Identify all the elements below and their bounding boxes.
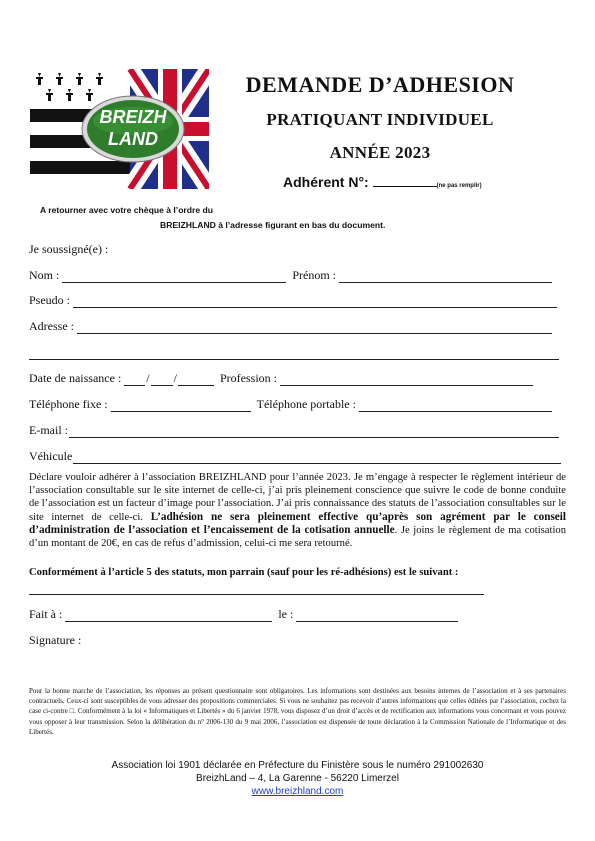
email-field[interactable] (69, 425, 559, 438)
parrain-field[interactable] (29, 592, 484, 595)
birth-year-field[interactable] (178, 373, 214, 386)
footer-website-row (0, 786, 595, 797)
adresse-label: Adresse : (29, 319, 74, 333)
birth-month-field[interactable] (151, 373, 173, 386)
tel-portable-field[interactable] (359, 399, 552, 412)
return-instruction-2: BREIZHLAND à l’adresse figurant en bas du document. (160, 220, 386, 230)
nom-label: Nom : (29, 268, 60, 282)
adresse-field-2[interactable] (29, 347, 559, 360)
tel-fixe-field[interactable] (111, 399, 251, 412)
prenom-label: Prénom : (292, 268, 337, 282)
breizhland-logo (30, 69, 209, 189)
adresse-row-2 (29, 344, 565, 360)
year-title: ANNÉE 2023 (329, 143, 431, 162)
le-label: le : (278, 607, 294, 621)
prenom-field[interactable] (339, 270, 552, 283)
adresse-field[interactable] (77, 321, 552, 334)
pseudo-row (29, 292, 565, 308)
pseudo-label: Pseudo : (29, 293, 71, 307)
vehicule-label: Véhicule (29, 449, 73, 463)
logo-text-land: LAND (108, 129, 158, 149)
legal-notice: Pour la bonne marche de l’association, les réponses au présent questionnaire sont obligatoires. Les informations sont destinées aux besoins internes de l’association et à ses partenaires contractuels. Ceux-ci sont susceptibles de vous adresser des propositions commerciales. Si vous ne souhaitez pas recevoir d’autres informations que celles éditées par l’association, cochez la case ci-contre □. Conformément à la loi « Informatiques et Libertés » du 6 janvier 1978, vous disposez d’un droit d’accès et de rectification aux informations vous concernant et vous pouvez vous opposer à leur transmission. Selon la délibération du n° 2006-130 du 9 mai 2006, l’association est dispensée de toute déclaration à la Commission Nationale de l’Informatique et des Libertés. (29, 687, 566, 736)
adherent-number-field[interactable] (373, 174, 437, 187)
declaration-text-2: . Je joins le règlement de ma cotisation d’un montant de 20€, en cas de refus d’admission, celui-ci me sera retourné. (29, 524, 566, 550)
signature-row (29, 632, 565, 648)
profession-label: Profession : (219, 371, 277, 385)
parrain-article: Conformément à l’article 5 des statuts, mon parrain (sauf pour les ré-adhésions) est le suivant : (29, 567, 459, 578)
fait-a-label: Fait à : (29, 607, 63, 621)
nom-field[interactable] (62, 270, 286, 283)
return-instruction-1: A retourner avec votre chèque à l’ordre du (40, 205, 214, 215)
date-separator: / (146, 371, 150, 385)
declaration-text-1: Déclare vouloir adhérer à l’association BREIZHLAND pour l’année 2023. Je m’engage à respecter le règlement intérieur de l’association consultable sur le site internet de celle-ci, j’ai pris pleinement conscience que suivre le code de bonne conduite de l’association est un facteur d’image pour l’association. J’ai pris connaissance des statuts de l’association consultables sur le site internet de celle-ci. (29, 472, 566, 523)
fait-a-field[interactable] (65, 609, 272, 622)
logo-text-breizh: BREIZH (99, 107, 167, 127)
declaration-bold-text: L’adhésion ne sera pleinement effective qu’après son agrément par le conseil d’administration de l’association et l’encaissement de la cotisation annuelle (29, 510, 566, 536)
date-naissance-label: Date de naissance : (29, 371, 122, 385)
date-field[interactable] (296, 609, 458, 622)
vehicule-row (29, 448, 565, 464)
page-title: DEMANDE D’ADHESION (245, 72, 515, 97)
pseudo-field[interactable] (73, 295, 557, 308)
declaration-paragraph (29, 471, 566, 550)
email-label: E-mail : (29, 423, 68, 437)
fait-a-row (29, 606, 565, 622)
soussigne-row (29, 241, 565, 257)
telephone-row (29, 396, 565, 412)
vehicule-field[interactable] (73, 451, 561, 464)
website-link[interactable]: www.breizhland.com (251, 786, 344, 797)
adherent-note: (ne pas remplir) (436, 183, 482, 189)
birth-day-field[interactable] (124, 373, 145, 386)
soussigne-label: Je soussigné(e) : (29, 242, 109, 256)
footer-association: Association loi 1901 déclarée en Préfecture du Finistère sous le numéro 291002630 (111, 760, 484, 771)
page-subtitle: PRATIQUANT INDIVIDUEL (266, 110, 494, 129)
adresse-row (29, 318, 565, 334)
nom-prenom-row (29, 267, 565, 283)
naissance-profession-row (29, 370, 565, 386)
profession-field[interactable] (280, 373, 533, 386)
tel-portable-label: Téléphone portable : (256, 397, 356, 411)
email-row (29, 422, 565, 438)
signature-label: Signature : (29, 633, 82, 647)
adherent-label: Adhérent N°: (283, 174, 369, 190)
date-separator: / (173, 371, 177, 385)
tel-fixe-label: Téléphone fixe : (29, 397, 108, 411)
adherent-number (283, 174, 482, 190)
footer-address: BreizhLand – 4, La Garenne - 56220 Limerzel (196, 773, 399, 784)
